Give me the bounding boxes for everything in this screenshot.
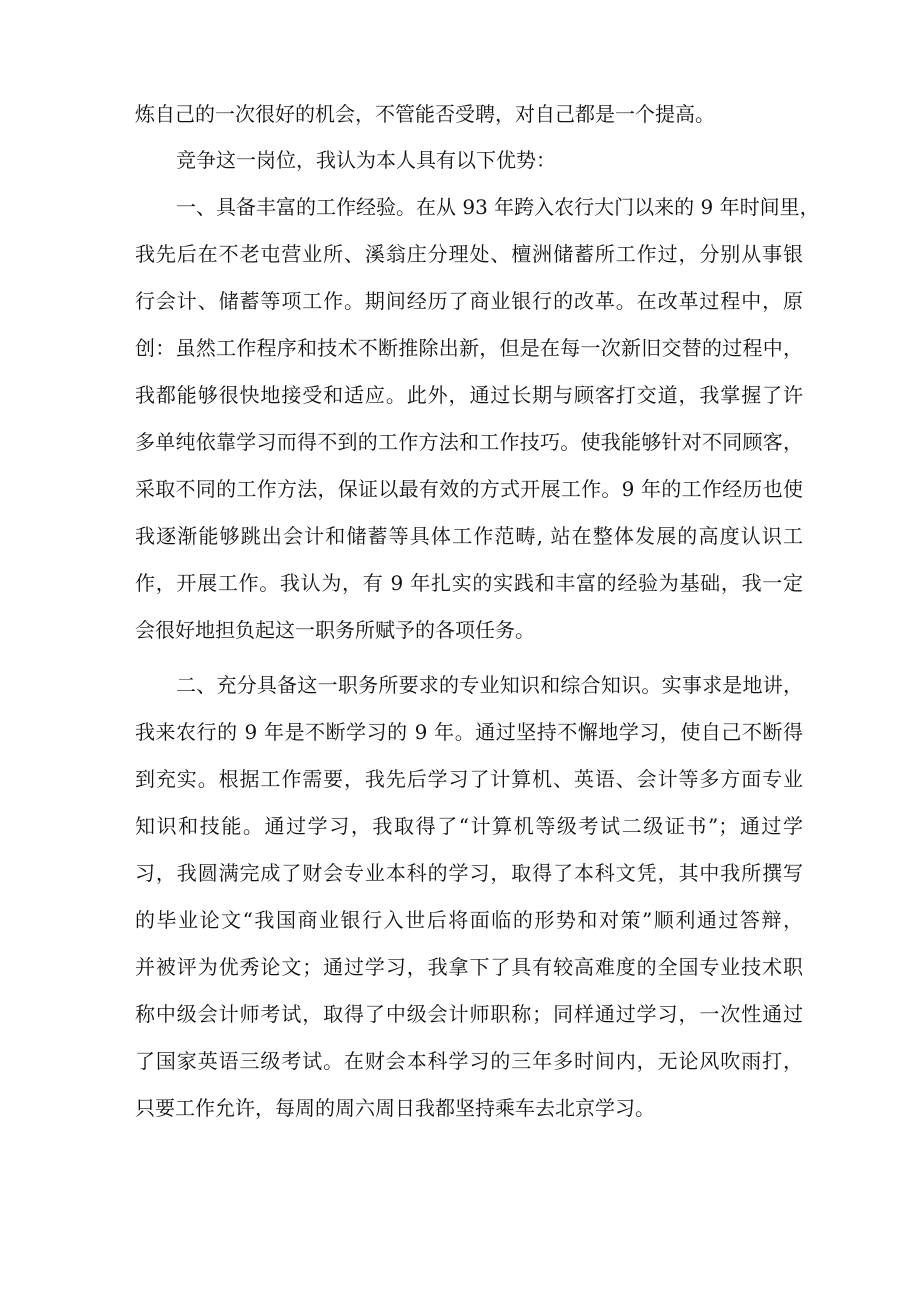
text-line: 我都能够很快地接受和适应。此外，通过长期与顾客打交道，我掌握了许 (135, 383, 803, 407)
text-line: 称中级会计师考试，取得了中级会计师职称；同样通过学习，一次性通过 (135, 1002, 803, 1026)
paragraph-line: 一、具备丰富的工作经验。在从 93 年跨入农行大门以来的 9 年时间里， (176, 195, 820, 219)
text-line: 并被评为优秀论文；通过学习，我拿下了具有较高难度的全国专业技术职 (135, 955, 803, 979)
text-line: 到充实。根据工作需要，我先后学习了计算机、英语、会计等多方面专业 (135, 767, 803, 791)
text-line: 炼自己的一次很好的机会，不管能否受聘，对自己都是一个提高。 (135, 102, 715, 126)
text-line: 我先后在不老屯营业所、溪翁庄分理处、檀洲储蓄所工作过，分别从事银 (135, 242, 803, 266)
text-line: 我来农行的 9 年是不断学习的 9 年。通过坚持不懈地学习，使自己不断得 (135, 720, 803, 744)
text-line: 的毕业论文“我国商业银行入世后将面临的形势和对策”顺利通过答辩， (135, 908, 803, 932)
text-line: 作，开展工作。我认为，有 9 年扎实的实践和丰富的经验为基础，我一定 (135, 571, 803, 595)
text-line: 习，我圆满完成了财会专业本科的学习，取得了本科文凭，其中我所撰写 (135, 861, 803, 885)
text-line: 知识和技能。通过学习，我取得了“计算机等级考试二级证书”；通过学 (135, 814, 803, 838)
text-line: 了国家英语三级考试。在财会本科学习的三年多时间内，无论风吹雨打， (135, 1049, 803, 1073)
paragraph-line: 竞争这一岗位，我认为本人具有以下优势： (176, 148, 556, 172)
text-line: 行会计、储蓄等项工作。期间经历了商业银行的改革。在改革过程中，原 (135, 289, 803, 313)
text-line: 创：虽然工作程序和技术不断推除出新，但是在每一次新旧交替的过程中， (135, 336, 803, 360)
text-line: 多单纯依靠学习而得不到的工作方法和工作技巧。使我能够针对不同顾客， (135, 430, 803, 454)
text-line: 只要工作允许，每周的周六周日我都坚持乘车去北京学习。 (135, 1096, 655, 1120)
text-line: 采取不同的工作方法，保证以最有效的方式开展工作。9 年的工作经历也使 (135, 477, 803, 501)
text-line: 会很好地担负起这一职务所赋予的各项任务。 (135, 618, 535, 642)
text-line: 我逐渐能够跳出会计和储蓄等具体工作范畴, 站在整体发展的高度认识工 (135, 524, 803, 548)
paragraph-line: 二、充分具备这一职务所要求的专业知识和综合知识。实事求是地讲， (176, 673, 803, 697)
